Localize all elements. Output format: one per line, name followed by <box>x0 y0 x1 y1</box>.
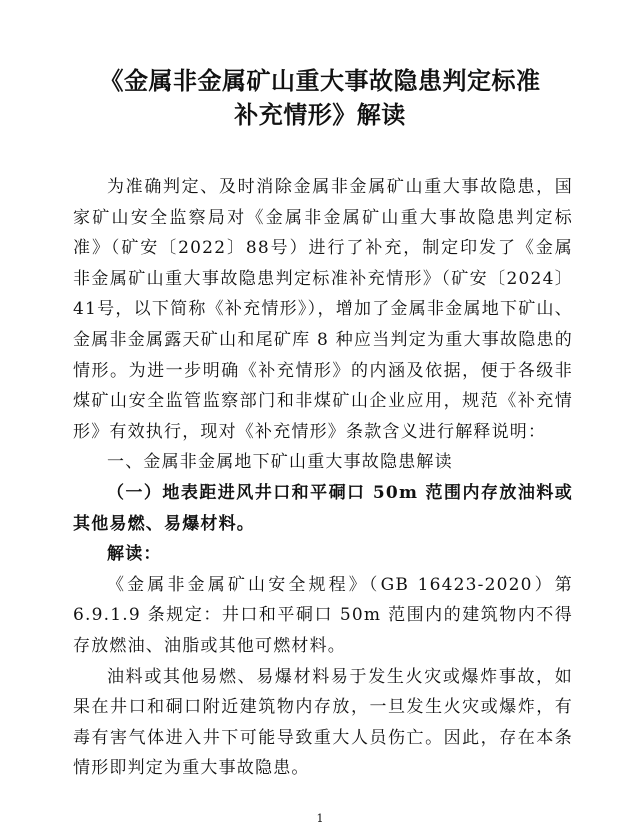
page-number: 1 <box>316 812 324 825</box>
intro-paragraph: 为准确判定、及时消除金属非金属矿山重大事故隐患，国家矿山安全监察局对《金属非金属矿山重大事故隐患判定标准》（矿安〔2022〕88号）进行了补充，制定印发了《金属非金属矿山重大事故隐患判定标准补充情形》（矿安〔2024〕41号，以下简称《补充情形》），增加了金属非金属地下矿山、金属非金属露天矿山和尾矿库 8 种应当判定为重大事故隐患的情形。为进一步明确《补充情形》的内涵及依据，便于各级非煤矿山安全监管监察部门和非煤矿山企业应用，规范《补充情形》有效执行，现对《补充情形》条款含义进行解释说明： <box>73 177 573 442</box>
document-title-line2: 补充情形》解读 <box>234 101 406 129</box>
item-heading: （一）地表距进风井口和平硐口 50m 范围内存放油料或其他易燃、易爆材料。 <box>73 482 573 534</box>
interpretation-paragraph-1: 《金属非金属矿山安全规程》（GB 16423-2020）第 6.9.1.9 条规定：井口和平硐口 50m 范围内的建筑物内不得存放燃油、油脂或其他可燃材料。 <box>73 574 573 656</box>
interpretation-paragraph-2: 油料或其他易燃、易爆材料易于发生火灾或爆炸事故，如果在井口和硐口附近建筑物内存放，一旦发生火灾或爆炸，有毒有害气体进入井下可能导致重大人员伤亡。因此，存在本条情形即判定为重大事故隐患。 <box>73 666 573 779</box>
section-heading: 一、金属非金属地下矿山重大事故隐患解读 <box>107 452 453 473</box>
interpretation-label: 解读： <box>107 544 162 565</box>
document-title-line1: 《金属非金属矿山重大事故隐患判定标准 <box>99 67 541 95</box>
document-body <box>73 172 573 784</box>
